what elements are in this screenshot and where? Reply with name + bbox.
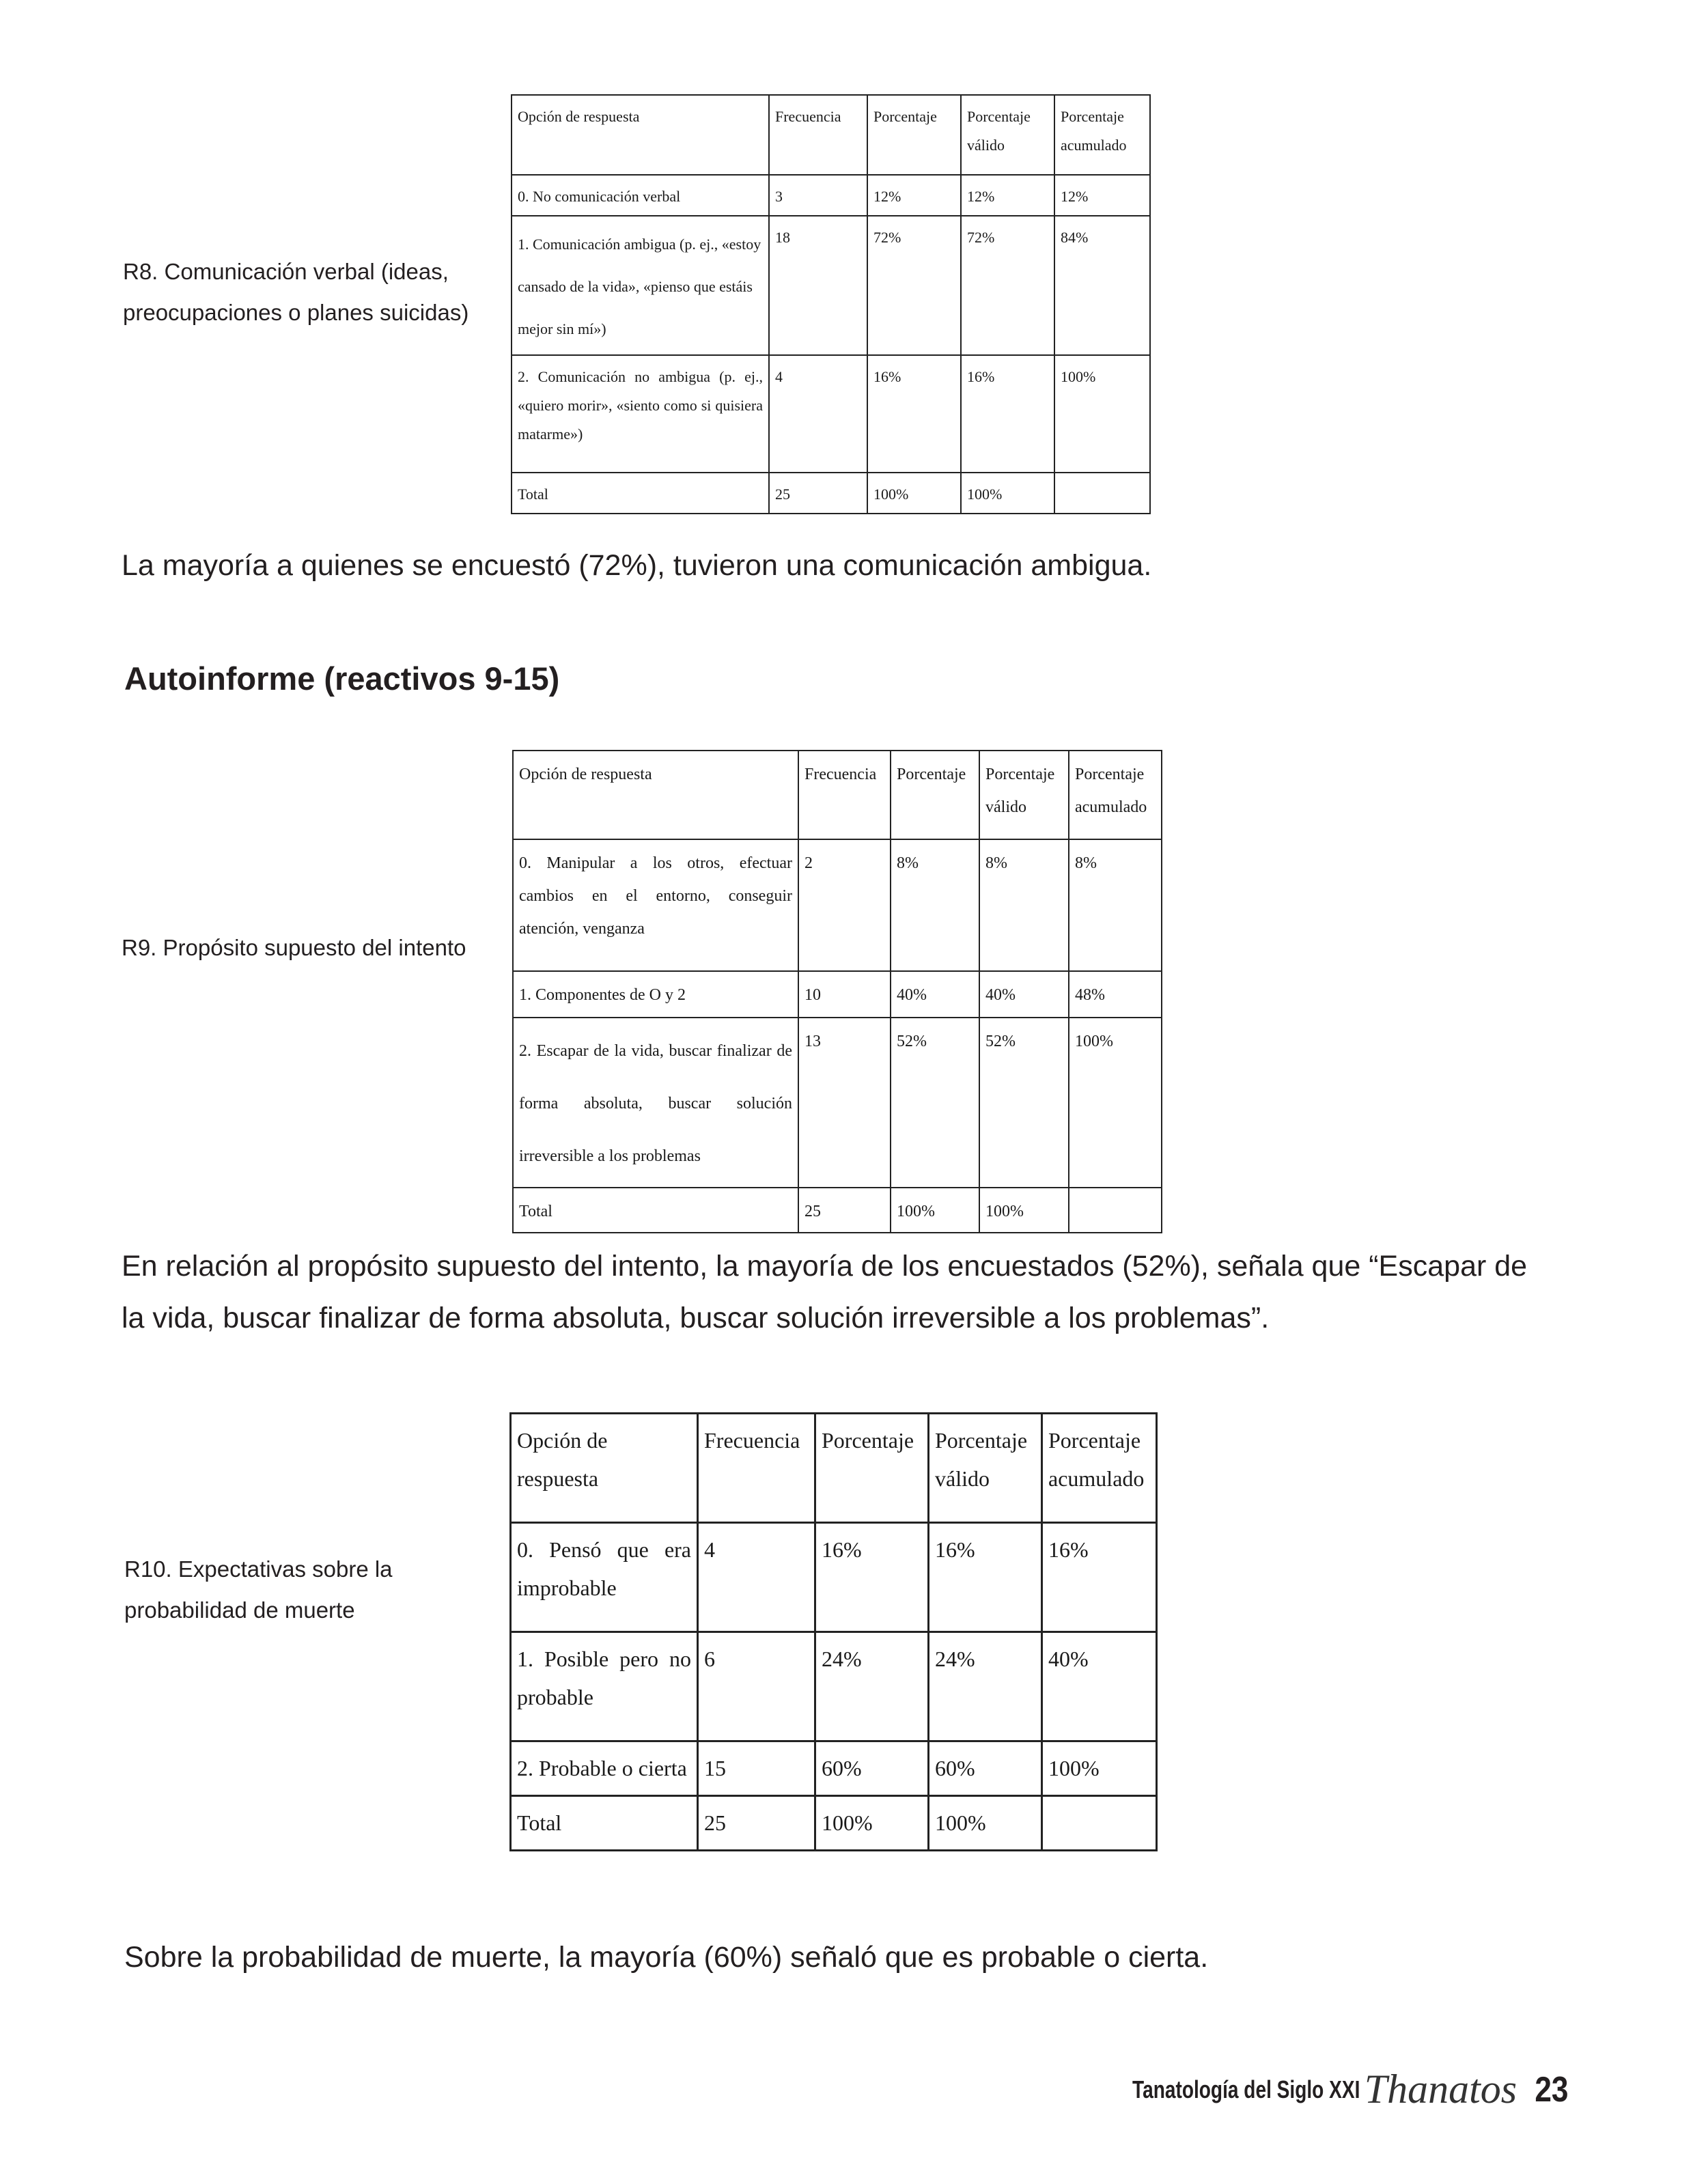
table-header-row	[512, 95, 1150, 175]
table-cell: 100%	[867, 473, 961, 514]
table-cell: 8%	[979, 839, 1069, 971]
table-cell: 100%	[891, 1188, 979, 1233]
table-row	[512, 355, 1150, 473]
table-header-row	[513, 751, 1162, 839]
table-row	[513, 1188, 1162, 1233]
table-cell: 16%	[929, 1523, 1042, 1632]
table-row	[513, 839, 1162, 971]
table-cell: 4	[769, 355, 867, 473]
header-cell: Porcentaje acumulado	[1069, 751, 1162, 839]
paragraph-r9-line1: En relación al propósito supuesto del intento, la mayoría de los encuestados (52%), señala que “Escapar de	[122, 1250, 1528, 1283]
r9-table	[512, 750, 1162, 1233]
table-cell: 100%	[979, 1188, 1069, 1233]
table-cell: 4	[698, 1523, 815, 1632]
table-cell: 100%	[815, 1796, 929, 1851]
table-cell: 0. No comunicación verbal	[512, 175, 769, 216]
header-cell: Frecuencia	[698, 1414, 815, 1523]
header-cell: Opción de respuesta	[512, 95, 769, 175]
table-cell: 84%	[1054, 216, 1150, 355]
thanatos-logo: Thanatos	[1364, 2067, 1517, 2112]
table-cell: 1. Componentes de O y 2	[513, 971, 798, 1018]
table-cell	[1042, 1796, 1157, 1851]
table-cell: 15	[698, 1741, 815, 1796]
paragraph-r10-summary: Sobre la probabilidad de muerte, la mayoría (60%) señaló que es probable o cierta.	[124, 1941, 1209, 1974]
table-cell: 72%	[867, 216, 961, 355]
table-cell: 8%	[891, 839, 979, 971]
table-cell: 100%	[929, 1796, 1042, 1851]
table-cell: 16%	[867, 355, 961, 473]
table-row	[511, 1523, 1157, 1632]
header-cell: Frecuencia	[769, 95, 867, 175]
table-cell: 6	[698, 1632, 815, 1741]
header-cell: Opción de respuesta	[513, 751, 798, 839]
table-cell: 13	[798, 1018, 891, 1188]
r10-label	[124, 1549, 393, 1631]
table-cell: 3	[769, 175, 867, 216]
table-cell: 12%	[867, 175, 961, 216]
header-cell: Porcentaje acumulado	[1042, 1414, 1157, 1523]
table-cell: 52%	[891, 1018, 979, 1188]
table-cell: 2. Comunicación no ambigua (p. ej., «quiero morir», «siento como si quisiera matarme»)	[512, 355, 769, 473]
table-cell: 24%	[815, 1632, 929, 1741]
r10-label-line1: R10. Expectativas sobre la	[124, 1556, 393, 1582]
table-cell: 25	[798, 1188, 891, 1233]
table-cell: 52%	[979, 1018, 1069, 1188]
table-cell: 2. Probable o cierta	[511, 1741, 698, 1796]
table-row	[512, 175, 1150, 216]
table-cell: 16%	[961, 355, 1054, 473]
table-row	[511, 1632, 1157, 1741]
table-cell: 0. Manipular a los otros, efectuar cambios en el entorno, conseguir atención, venganza	[513, 839, 798, 971]
table-row	[511, 1796, 1157, 1851]
table-cell: 24%	[929, 1632, 1042, 1741]
r9-label: R9. Propósito supuesto del intento	[122, 935, 466, 960]
table-cell: Total	[513, 1188, 798, 1233]
page-number: 23	[1535, 2069, 1569, 2110]
header-cell: Porcentaje acumulado	[1054, 95, 1150, 175]
table-cell: 12%	[961, 175, 1054, 216]
table-cell: 16%	[1042, 1523, 1157, 1632]
table-cell: 2	[798, 839, 891, 971]
table-row	[513, 1018, 1162, 1188]
r8-label	[123, 251, 468, 333]
table-cell: 8%	[1069, 839, 1162, 971]
table-row	[513, 971, 1162, 1018]
page-footer	[1068, 2066, 1571, 2120]
table-cell: 2. Escapar de la vida, buscar finalizar de forma absoluta, buscar solución irreversible a los problemas	[513, 1018, 798, 1188]
section-heading: Autoinforme (reactivos 9-15)	[124, 660, 560, 697]
table-cell: 100%	[961, 473, 1054, 514]
table-cell: 40%	[891, 971, 979, 1018]
table-row	[511, 1741, 1157, 1796]
table-cell: 16%	[815, 1523, 929, 1632]
table-cell: Total	[511, 1796, 698, 1851]
header-cell: Opción de respuesta	[511, 1414, 698, 1523]
table-cell: 0. Pensó que era improbable	[511, 1523, 698, 1632]
r8-label-line2: preocupaciones o planes suicidas)	[123, 300, 469, 325]
table-cell: 25	[769, 473, 867, 514]
table-row	[512, 473, 1150, 514]
r8-label-line1: R8. Comunicación verbal (ideas,	[123, 259, 449, 284]
table-cell: 100%	[1069, 1018, 1162, 1188]
table-header-row	[511, 1414, 1157, 1523]
header-cell: Porcentaje	[867, 95, 961, 175]
table-cell: 12%	[1054, 175, 1150, 216]
header-cell: Frecuencia	[798, 751, 891, 839]
paragraph-r9-line2: la vida, buscar finalizar de forma absoluta, buscar solución irreversible a los problemas”.	[122, 1302, 1270, 1334]
table-cell: 1. Comunicación ambigua (p. ej., «estoy cansado de la vida», «pienso que estáis mejor sin mí»)	[512, 216, 769, 355]
table-cell: 100%	[1042, 1741, 1157, 1796]
r8-table	[511, 94, 1151, 514]
table-cell: 1. Posible pero no probable	[511, 1632, 698, 1741]
paragraph-r9-summary	[122, 1240, 1527, 1344]
table-cell	[1069, 1188, 1162, 1233]
r10-label-line2: probabilidad de muerte	[124, 1597, 355, 1623]
table-cell: 40%	[979, 971, 1069, 1018]
paragraph-r8-summary: La mayoría a quienes se encuestó (72%), tuvieron una comunicación ambigua.	[122, 549, 1152, 582]
table-cell: 10	[798, 971, 891, 1018]
table-row	[512, 216, 1150, 355]
table-cell: 100%	[1054, 355, 1150, 473]
table-cell: Total	[512, 473, 769, 514]
table-cell: 72%	[961, 216, 1054, 355]
header-cell: Porcentaje válido	[979, 751, 1069, 839]
journal-name: Tanatología del Siglo XXI	[1132, 2075, 1360, 2103]
header-cell: Porcentaje	[891, 751, 979, 839]
table-cell	[1054, 473, 1150, 514]
header-cell: Porcentaje válido	[961, 95, 1054, 175]
table-cell: 60%	[929, 1741, 1042, 1796]
r10-table	[509, 1412, 1158, 1851]
header-cell: Porcentaje	[815, 1414, 929, 1523]
table-cell: 18	[769, 216, 867, 355]
table-cell: 25	[698, 1796, 815, 1851]
table-cell: 40%	[1042, 1632, 1157, 1741]
header-cell: Porcentaje válido	[929, 1414, 1042, 1523]
table-cell: 60%	[815, 1741, 929, 1796]
table-cell: 48%	[1069, 971, 1162, 1018]
